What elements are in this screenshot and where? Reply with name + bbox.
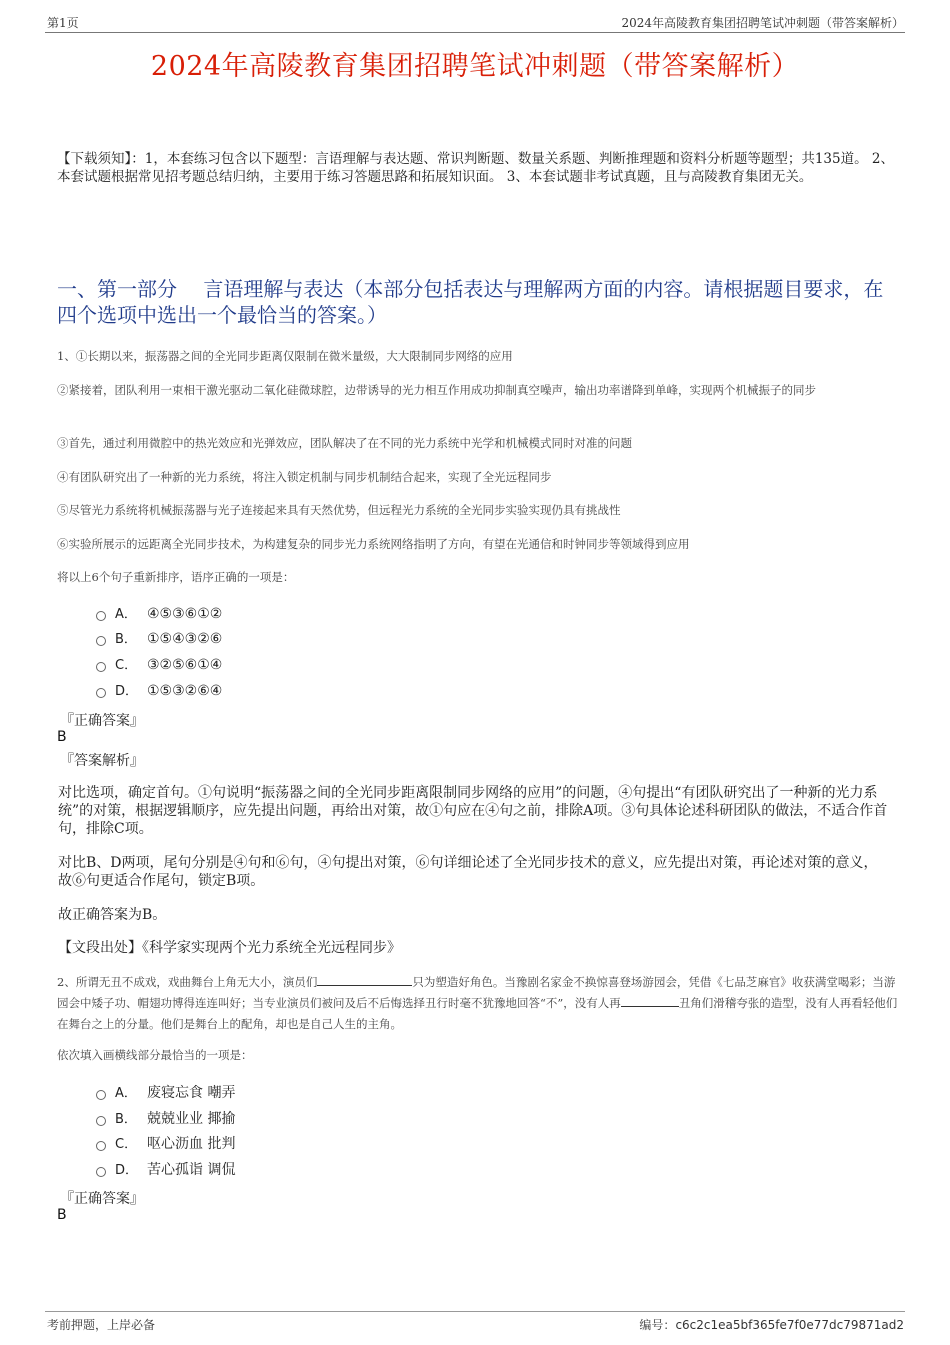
q2-prompt: 依次填入画横线部分最恰当的一项是： — [57, 1048, 253, 1062]
q2-blank-1 — [317, 973, 412, 986]
q2-passage-part-3: 丑角们滑稽夸张的造型，没有人再看轻他们在舞台之上的分量。他们是舞台上的配角，却也是自己人生的主角。 — [57, 996, 898, 1031]
option-letter: A． — [115, 607, 137, 622]
option-text: 苦心孤诣 调侃 — [147, 1162, 236, 1178]
footer-slogan: 考前押题，上岸必备 — [47, 1318, 156, 1332]
radio-icon[interactable] — [96, 1090, 106, 1100]
option-text: 兢兢业业 揶揄 — [147, 1111, 236, 1127]
option-letter: B． — [115, 1112, 137, 1127]
footer-divider — [45, 1311, 905, 1312]
q1-option-d[interactable] — [96, 681, 222, 701]
q1-sentence-5: ⑤尽管光力系统将机械振荡器与光子连接起来具有天然优势，但远程光力系统的全光同步实验实现仍具有挑战性 — [57, 503, 621, 517]
q1-analysis-label: 『答案解析』 — [60, 753, 144, 769]
q2-passage-part-2: 只为塑造好角色。当豫剧名家金不换惊喜登场游园会，凭借《七品芝麻官》收获满堂喝彩；当游园会中矮子功、帽翅功博得连连叫好；当专业演员们被问及后不后悔选择丑行时毫不犹豫地回答“不”，没有人再 — [57, 975, 896, 1010]
q2-option-b[interactable] — [96, 1109, 235, 1129]
q1-sentence-2: ②紧接着，团队利用一束相干激光驱动二氧化硅微球腔，边带诱导的光力相互作用成功抑制真空噪声，输出功率谱降到单峰，实现两个机械振子的同步 — [57, 383, 816, 397]
section-heading: 一、第一部分 言语理解与表达（本部分包括表达与理解两方面的内容。请根据题目要求，在四个选项中选出一个最恰当的答案。） — [57, 277, 884, 327]
radio-icon[interactable] — [96, 688, 106, 698]
q1-option-a[interactable] — [96, 604, 222, 624]
option-letter: D． — [115, 684, 139, 699]
q1-option-b[interactable] — [96, 629, 222, 649]
radio-icon[interactable] — [96, 636, 106, 646]
q1-sentence-3: ③首先，通过利用微腔中的热光效应和光弹效应，团队解决了在不同的光力系统中光学和机械模式同时对准的问题 — [57, 436, 632, 450]
radio-icon[interactable] — [96, 1141, 106, 1151]
q1-analysis-para-3: 故正确答案为B。 — [58, 907, 167, 923]
q2-option-d[interactable] — [96, 1160, 235, 1180]
radio-icon[interactable] — [96, 662, 106, 672]
q2-passage-part-1: 2、所谓无丑不成戏，戏曲舞台上角无大小，演员们 — [57, 975, 318, 989]
q1-analysis-para-2: 对比B、D两项，尾句分别是④句和⑥句，④句提出对策，⑥句详细论述了全光同步技术的意义，应先提出对策，再论述对策的意义，故⑥句更适合作尾句，锁定B项。 — [58, 855, 878, 889]
q2-option-c[interactable] — [96, 1134, 235, 1154]
header-divider — [45, 32, 905, 33]
radio-icon[interactable] — [96, 1116, 106, 1126]
q1-option-c[interactable] — [96, 655, 222, 675]
footer-code-label: 编号： — [639, 1318, 676, 1332]
option-letter: D． — [115, 1163, 139, 1178]
option-letter: B． — [115, 632, 137, 647]
footer-code-value: c6c2c1ea5bf365fe7f0e77dc79871ad2 — [675, 1318, 904, 1332]
option-text: ①⑤③②⑥④ — [147, 683, 223, 699]
q1-sentence-1: 1、①长期以来，振荡器之间的全光同步距离仅限制在微米量级，大大限制同步网络的应用 — [57, 349, 513, 363]
option-letter: C． — [115, 1137, 138, 1152]
option-letter: A． — [115, 1086, 137, 1101]
q2-passage — [57, 972, 899, 1035]
radio-icon[interactable] — [96, 1167, 106, 1177]
page-title: 2024年高陵教育集团招聘笔试冲刺题（带答案解析） — [150, 51, 800, 82]
q1-prompt: 将以上6个句子重新排序，语序正确的一项是： — [57, 570, 295, 584]
option-text: ④⑤③⑥①② — [147, 606, 223, 622]
q2-answer-label: 『正确答案』 — [60, 1191, 144, 1207]
radio-icon[interactable] — [96, 611, 106, 621]
option-text: 废寝忘食 嘲弄 — [147, 1085, 236, 1101]
q1-answer-label: 『正确答案』 — [60, 713, 144, 729]
q2-blank-2 — [621, 994, 679, 1007]
q1-sentence-4: ④有团队研究出了一种新的光力系统，将注入锁定机制与同步机制结合起来，实现了全光远程同步 — [57, 470, 552, 484]
q1-answer: B — [57, 729, 67, 745]
download-notice: 【下载须知】：1，本套练习包含以下题型：言语理解与表达题、常识判断题、数量关系题、判断推理题和资料分析题等题型；共135道。 2、本套试题根据常见招考题总结归纳，主要用于练习答题思路和拓展知识面。 3、本套试题非考试真题，且与高陵教育集团无关。 — [57, 151, 894, 185]
q2-option-a[interactable] — [96, 1083, 235, 1103]
option-text: 呕心沥血 批判 — [147, 1136, 236, 1152]
page-number: 第1页 — [47, 16, 79, 30]
footer-code — [639, 1316, 904, 1333]
option-text: ③②⑤⑥①④ — [147, 657, 223, 673]
header-doc-title: 2024年高陵教育集团招聘笔试冲刺题（带答案解析） — [621, 16, 904, 30]
q2-answer: B — [57, 1207, 67, 1223]
option-text: ①⑤④③②⑥ — [147, 631, 223, 647]
q1-sentence-6: ⑥实验所展示的远距离全光同步技术，为构建复杂的同步光力系统网络指明了方向，有望在光通信和时钟同步等领域得到应用 — [57, 537, 690, 551]
q1-analysis-para-1: 对比选项，确定首句。①句说明“振荡器之间的全光同步距离限制同步网络的应用”的问题，④句提出“有团队研究出了一种新的光力系统”的对策，根据逻辑顺序，应先提出问题，再给出对策，故①句应在④句之前，排除A项。③句具体论述科研团队的做法，不适合作首句，排除C项。 — [58, 785, 888, 837]
q1-source: 【文段出处】《科学家实现两个光力系统全光远程同步》 — [58, 940, 401, 956]
option-letter: C． — [115, 658, 138, 673]
